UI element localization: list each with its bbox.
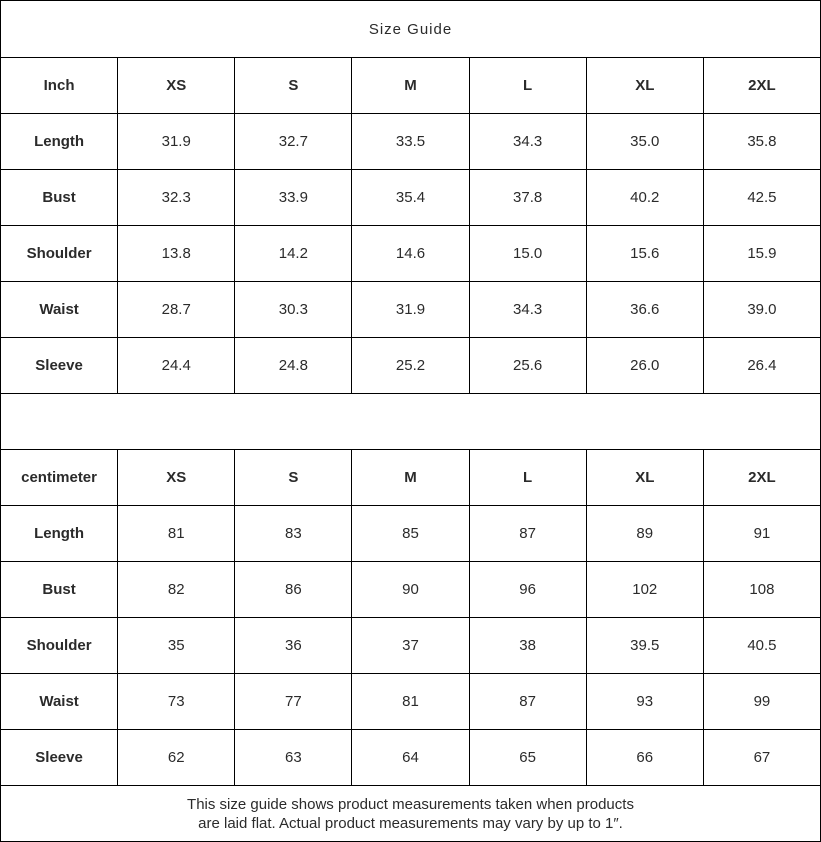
size-value-cell: 108 (703, 562, 820, 618)
size-value-cell: 82 (118, 562, 235, 618)
size-value-cell: 15.6 (586, 226, 703, 282)
size-value-cell: 86 (235, 562, 352, 618)
table-row-cm-length (1, 506, 821, 562)
row-label: Waist (1, 674, 118, 730)
size-value-cell: 67 (703, 730, 820, 786)
table-row-cm-bust (1, 562, 821, 618)
size-col-header-xs: XS (118, 450, 235, 506)
size-col-header-m: M (352, 450, 469, 506)
row-label: Shoulder (1, 226, 118, 282)
size-value-cell: 14.2 (235, 226, 352, 282)
size-value-cell: 40.5 (703, 618, 820, 674)
title-row (1, 1, 821, 58)
size-value-cell: 25.6 (469, 338, 586, 394)
size-value-cell: 26.0 (586, 338, 703, 394)
size-col-header-xs: XS (118, 58, 235, 114)
size-value-cell: 91 (703, 506, 820, 562)
size-col-header-l: L (469, 58, 586, 114)
size-value-cell: 90 (352, 562, 469, 618)
size-value-cell: 87 (469, 506, 586, 562)
size-value-cell: 15.9 (703, 226, 820, 282)
size-col-header-2xl: 2XL (703, 58, 820, 114)
size-value-cell: 64 (352, 730, 469, 786)
centimeter-header-row (1, 450, 821, 506)
unit-header-inch: Inch (1, 58, 118, 114)
size-value-cell: 35.4 (352, 170, 469, 226)
size-value-cell: 34.3 (469, 282, 586, 338)
page-title: Size Guide (1, 1, 821, 58)
size-value-cell: 66 (586, 730, 703, 786)
size-value-cell: 33.5 (352, 114, 469, 170)
size-value-cell: 93 (586, 674, 703, 730)
size-value-cell: 89 (586, 506, 703, 562)
size-value-cell: 24.8 (235, 338, 352, 394)
size-col-header-s: S (235, 58, 352, 114)
table-row-inch-length (1, 114, 821, 170)
size-value-cell: 36.6 (586, 282, 703, 338)
size-value-cell: 77 (235, 674, 352, 730)
size-value-cell: 35.8 (703, 114, 820, 170)
row-label: Sleeve (1, 338, 118, 394)
size-value-cell: 26.4 (703, 338, 820, 394)
size-value-cell: 37.8 (469, 170, 586, 226)
size-value-cell: 40.2 (586, 170, 703, 226)
size-col-header-xl: XL (586, 450, 703, 506)
size-value-cell: 83 (235, 506, 352, 562)
size-value-cell: 14.6 (352, 226, 469, 282)
size-value-cell: 15.0 (469, 226, 586, 282)
size-col-header-l: L (469, 450, 586, 506)
size-value-cell: 33.9 (235, 170, 352, 226)
row-label: Waist (1, 282, 118, 338)
size-value-cell: 62 (118, 730, 235, 786)
row-label: Length (1, 114, 118, 170)
size-value-cell: 63 (235, 730, 352, 786)
size-value-cell: 32.3 (118, 170, 235, 226)
size-value-cell: 32.7 (235, 114, 352, 170)
size-value-cell: 39.5 (586, 618, 703, 674)
size-value-cell: 42.5 (703, 170, 820, 226)
size-value-cell: 31.9 (352, 282, 469, 338)
size-col-header-s: S (235, 450, 352, 506)
size-value-cell: 30.3 (235, 282, 352, 338)
unit-header-centimeter: centimeter (1, 450, 118, 506)
spacer-row (1, 394, 821, 450)
size-value-cell: 24.4 (118, 338, 235, 394)
row-label: Bust (1, 562, 118, 618)
size-value-cell: 35.0 (586, 114, 703, 170)
size-value-cell: 87 (469, 674, 586, 730)
size-value-cell: 36 (235, 618, 352, 674)
size-value-cell: 25.2 (352, 338, 469, 394)
table-row-inch-shoulder (1, 226, 821, 282)
row-label: Shoulder (1, 618, 118, 674)
size-value-cell: 65 (469, 730, 586, 786)
size-col-header-xl: XL (586, 58, 703, 114)
row-label: Length (1, 506, 118, 562)
row-label: Bust (1, 170, 118, 226)
table-row-cm-shoulder (1, 618, 821, 674)
table-row-inch-sleeve (1, 338, 821, 394)
footer-note-line2: are laid flat. Actual product measurements may vary by up to 1″. (198, 814, 623, 832)
inch-header-row (1, 58, 821, 114)
size-col-header-m: M (352, 58, 469, 114)
size-value-cell: 39.0 (703, 282, 820, 338)
row-label: Sleeve (1, 730, 118, 786)
size-value-cell: 34.3 (469, 114, 586, 170)
spacer-cell (1, 394, 821, 450)
size-col-header-2xl: 2XL (703, 450, 820, 506)
size-value-cell: 38 (469, 618, 586, 674)
table-row-cm-waist (1, 674, 821, 730)
table-row-cm-sleeve (1, 730, 821, 786)
footer-row (1, 786, 821, 842)
size-value-cell: 13.8 (118, 226, 235, 282)
size-value-cell: 99 (703, 674, 820, 730)
size-value-cell: 28.7 (118, 282, 235, 338)
size-value-cell: 85 (352, 506, 469, 562)
footer-note (1, 786, 821, 842)
size-value-cell: 31.9 (118, 114, 235, 170)
size-value-cell: 96 (469, 562, 586, 618)
table-row-inch-bust (1, 170, 821, 226)
footer-note-line1: This size guide shows product measurements taken when products (187, 795, 634, 813)
size-value-cell: 73 (118, 674, 235, 730)
size-value-cell: 81 (352, 674, 469, 730)
size-value-cell: 37 (352, 618, 469, 674)
size-value-cell: 81 (118, 506, 235, 562)
size-value-cell: 35 (118, 618, 235, 674)
size-value-cell: 102 (586, 562, 703, 618)
table-row-inch-waist (1, 282, 821, 338)
